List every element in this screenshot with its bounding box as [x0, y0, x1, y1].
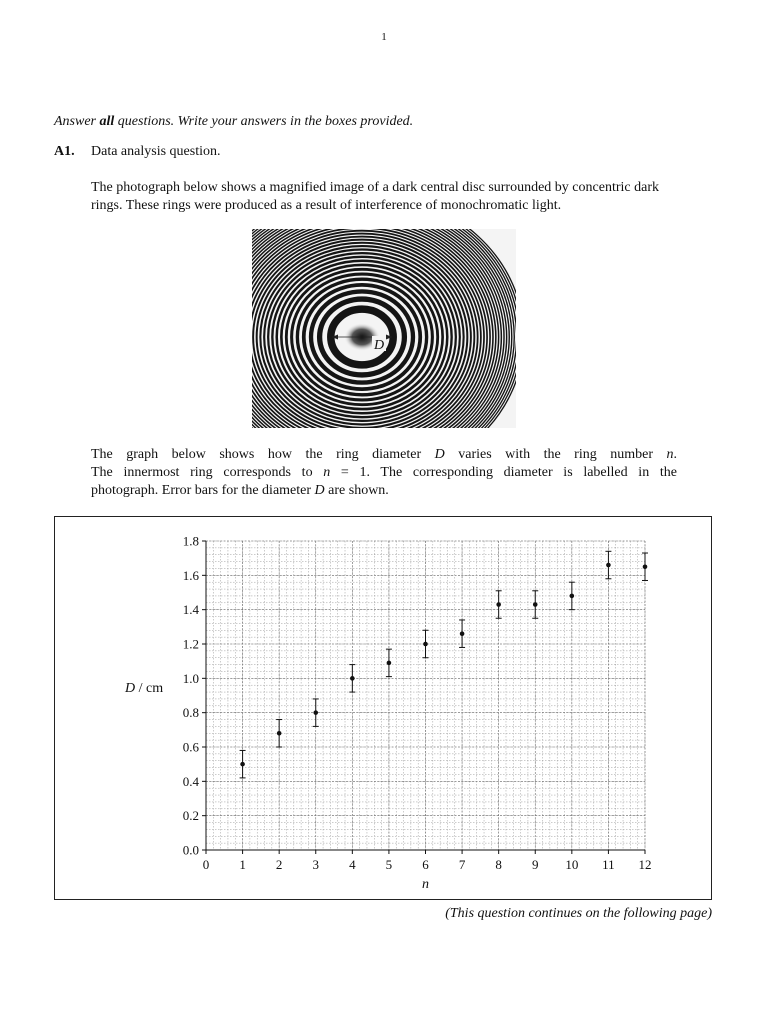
data-point [606, 563, 611, 568]
data-point [496, 602, 501, 607]
text-run: . [673, 447, 677, 462]
y-tick-label: 1.8 [182, 533, 199, 549]
instructions-part2: questions. Write your answers in the boxes provided. [114, 114, 414, 129]
x-tick-label: 2 [275, 857, 283, 872]
data-point [643, 564, 648, 569]
text-run: photograph. Error bars for the diameter [91, 483, 315, 498]
question-number: A1. [54, 144, 75, 159]
y-tick-label: 0.4 [182, 773, 199, 789]
graph-description-line-2 [91, 464, 677, 482]
data-point [570, 594, 575, 599]
x-tick-label: 4 [349, 857, 356, 872]
graph-description-line-3 [91, 482, 677, 500]
axes [202, 541, 645, 854]
text-run: The graph below shows how the ring diameter [91, 447, 435, 462]
y-tick-label: 0.8 [182, 705, 199, 721]
graph-description [91, 446, 677, 500]
question-title: Data analysis question. [91, 144, 221, 159]
data-point [277, 731, 282, 736]
x-tick-label: 10 [565, 857, 579, 872]
instructions-emphasis: all [99, 114, 115, 129]
y-axis-label [124, 681, 163, 696]
diameter-label: D [374, 338, 385, 353]
instructions-part1: Answer [54, 114, 100, 129]
x-tick-label: 12 [638, 857, 652, 872]
y-tick-label: 0.0 [182, 842, 199, 858]
y-tick-label: 1.0 [182, 670, 199, 686]
x-tick-label: 3 [312, 857, 319, 872]
x-tick-label: 6 [422, 857, 429, 872]
y-tick-label: 1.4 [182, 602, 199, 618]
y-axis-unit: / cm [135, 680, 164, 696]
x-tick-label: 0 [202, 857, 210, 872]
text-run: = 1. The corresponding diameter is labelled in the [330, 465, 677, 480]
x-tick-label: 5 [385, 857, 393, 872]
y-tick-label: 0.2 [182, 808, 199, 824]
data-point [313, 710, 318, 715]
tick-labels [183, 534, 652, 873]
x-axis-label: n [422, 877, 429, 892]
variable-n: n [666, 447, 674, 462]
text-run: varies with the ring number [444, 447, 667, 462]
variable-D: D [434, 447, 445, 462]
page-number: 1 [381, 31, 387, 43]
continuation-note: (This question continues on the following page) [445, 906, 712, 921]
x-tick-label: 9 [532, 857, 539, 872]
diameter-vs-ring-number-graph [55, 517, 711, 899]
x-tick-label: 1 [239, 857, 246, 872]
intro-paragraph: The photograph below shows a magnified image of a dark central disc surrounded by concentric dark rings. These rings were produced as a result of interference of monochromatic light. [91, 180, 659, 213]
data-point [387, 661, 392, 666]
interference-rings-photo [252, 229, 516, 428]
data-point [533, 602, 538, 607]
graph-description-line-1 [91, 446, 677, 464]
data-point [423, 642, 428, 647]
rings-image [252, 229, 516, 428]
variable-D: D [314, 483, 325, 498]
instructions [54, 114, 413, 130]
graph-box [54, 516, 712, 900]
y-tick-label: 1.2 [182, 636, 199, 652]
y-tick-label: 0.6 [182, 739, 199, 755]
y-tick-label: 1.6 [182, 567, 199, 583]
text-run: The innermost ring corresponds to [91, 465, 324, 480]
data-point [350, 676, 355, 681]
text-run: are shown. [324, 483, 389, 498]
x-tick-label: 8 [495, 857, 502, 872]
variable-n: n [323, 465, 331, 480]
y-axis-variable: D [125, 680, 136, 696]
data-point [460, 631, 465, 636]
data-point [240, 762, 245, 767]
x-tick-label: 11 [602, 857, 615, 872]
x-tick-label: 7 [458, 857, 466, 872]
